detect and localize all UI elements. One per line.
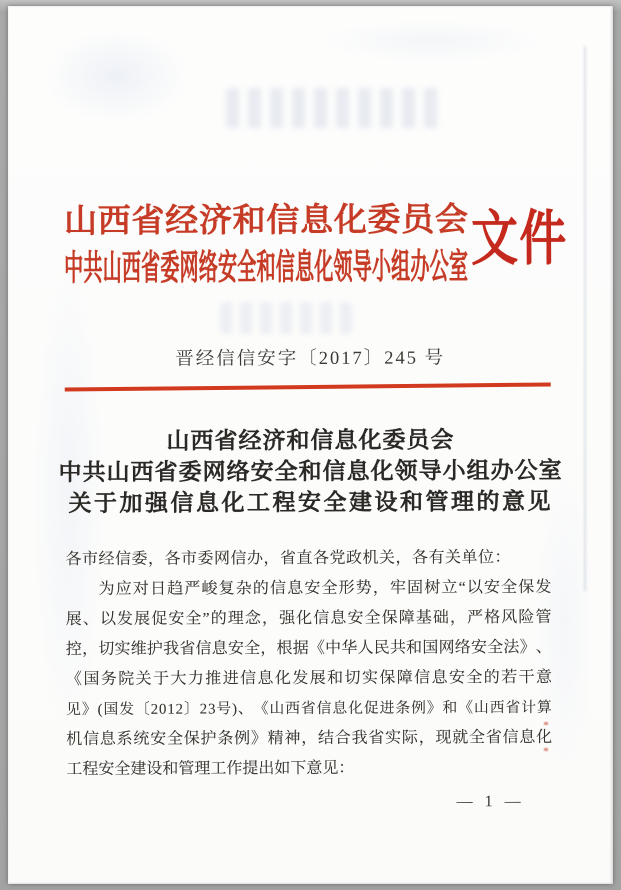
document-page — [8, 6, 613, 884]
page-number: — 1 — — [456, 793, 525, 811]
document-title — [8, 424, 613, 520]
title-line-1: 山西省经济和信息化委员会 — [166, 427, 455, 454]
title-line-3: 关于加强信息化工程安全建设和管理的意见 — [68, 488, 554, 517]
body-line: 机 信 息 系 统 安 全 保 护 条 例 》 精 神 ， 结 合 我 省 实 际 ， 现 就 全 省 信 息 化 — [66, 728, 553, 749]
letterhead — [63, 191, 469, 289]
salutation-line: 各市经信委，各市委网信办，省直各党政机关，各有关单位： — [65, 549, 512, 569]
red-separator-rule — [65, 382, 551, 391]
body-line: 为 应 对 日 趋 严 峻 复 杂 的 信 息 安 全 形 势 ， 牢 固 树 立 “ 以 安 全 保 发 — [98, 578, 552, 598]
body-text — [65, 543, 552, 785]
body-line: 控 ， 切 实 维 护 我 省 信 息 安 全 ， 根 据 《 中 华 人 民 共 和 国 网 络 安 全 法 》 、 — [65, 638, 552, 659]
body-line: 《 国 务 院 关 于 大 力 推 进 信 息 化 发 展 和 切 实 保 障 信 息 安 全 的 若 干 意 — [65, 668, 553, 689]
body-line: 展 、 以 发 展 促 安 全 ” 的 理 念 ， 强 化 信 息 安 全 保 障 基 础 ， 严 格 风 险 管 — [65, 608, 552, 629]
body-line: 工程安全建设和管理工作提出如下意见： — [66, 759, 355, 779]
letterhead-doc-type: 文件 — [470, 205, 568, 273]
title-line-2: 中共山西省委网络安全和信息化领导小组办公室 — [58, 457, 563, 486]
letterhead-org-line2: 中 共 山 西 省 委 网 络 安 全 和 信 息 化 领 导 小 组 办 公 室 — [64, 247, 469, 289]
letterhead-org-line1: 山 西 省 经 济 和 信 息 化 委 员 会 — [63, 201, 469, 240]
reference-number: 晋经信信安字〔2017〕245 号 — [175, 348, 446, 370]
document-content — [6, 5, 615, 886]
body-line: 见 》 ( 国 发 〔 2 0 1 2 〕 2 3 号 ) 、 《 山 西 省 信 息 化 促 进 条 例 》 和 《 山 西 省 计 算 — [66, 699, 552, 719]
